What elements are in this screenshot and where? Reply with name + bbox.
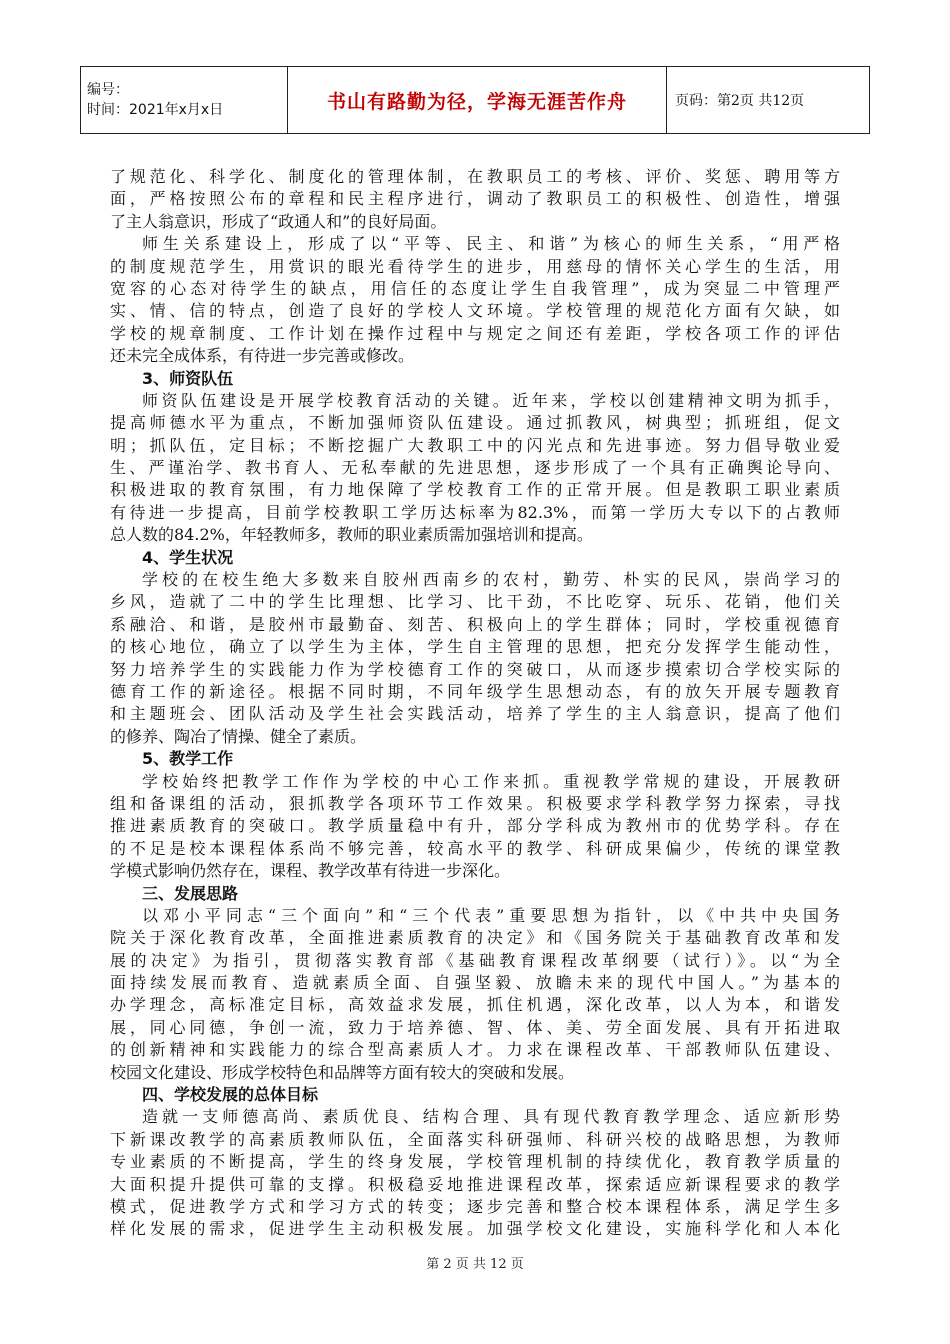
document-date-label: 时间：2021年x月x日: [87, 102, 224, 118]
paragraph-line: 专业素质的不断提高，学生的终身发展，学校管理机制的持续优化，教育教学质量的: [110, 1152, 840, 1172]
paragraph-line: 学校的在校生绝大多数来自胶州西南乡的农村，勤劳、朴实的民风，崇尚学习的: [142, 570, 840, 590]
paragraph-line: 展的决定》为指引，贯彻落实教育部《基础教育课程改革纲要（试行）》。以“为全: [110, 950, 840, 970]
paragraph-line: 学校的规章制度、工作计划在操作过程中与规定之间还有差距，学校各项工作的评估: [110, 323, 840, 343]
paragraph-line: 造就一支师德高尚、素质优良、结构合理、具有现代教育教学理念、适应新形势: [142, 1107, 840, 1127]
paragraph-line: 提高师德水平为重点，不断加强师资队伍建设。通过抓教风，树典型；抓班组，促文: [110, 413, 840, 433]
paragraph-line: 的制度规范学生，用赏识的眼光看待学生的进步，用慈母的情怀关心学生的生活，用: [110, 256, 840, 276]
paragraph: [110, 771, 840, 883]
paragraph: [110, 569, 840, 748]
paragraph-line: 了主人翁意识，形成了“政通人和”的良好局面。: [110, 211, 447, 231]
section-heading: 三、发展思路: [142, 883, 239, 903]
paragraph-line: 大面积提升提供可靠的支撑。积极稳妥地推进课程改革，探索适应新课程要求的教学: [110, 1174, 840, 1194]
paragraph-line: 的修养、陶冶了情操、健全了素质。: [110, 726, 367, 746]
paragraph-line: 的核心地位，确立了以学生为主体，学生自主管理的思想，把充分发挥学生能动性，: [110, 637, 840, 657]
paragraph-line: 办学理念，高标准定目标，高效益求发展，抓住机遇，深化改革，以人为本，和谐发: [110, 995, 840, 1015]
paragraph-line: 还未完全成体系，有待进一步完善或修改。: [110, 346, 415, 366]
paragraph-line: 宽容的心态对待学生的缺点，用信任的态度让学生自我管理”，成为突显二中管理严: [110, 278, 840, 298]
paragraph-line: 面，严格按照公布的章程和民主程序进行，调动了教职员工的积极性、创造性，增强: [110, 189, 840, 209]
paragraph-line: 院关于深化教育改革，全面推进素质教育的决定》和《国务院关于基础教育改革和发: [110, 928, 840, 948]
paragraph-line: 学校始终把教学工作作为学校的中心工作来抓。重视教学常规的建设，开展教研: [142, 771, 840, 791]
header-motto-cell: [288, 67, 667, 134]
paragraph-line: 明；抓队伍，定目标；不断挖掘广大教职工中的闪光点和先进事迹。努力倡导敬业爱: [110, 435, 840, 455]
header-motto: 书山有路勤为径，学海无涯苦作舟: [326, 90, 627, 113]
header-table: [80, 66, 870, 134]
paragraph-line: 生、严谨治学、教书育人、无私奉献的先进思想，逐步形成了一个具有正确舆论导向、: [110, 458, 840, 478]
document-body: [110, 166, 840, 1241]
paragraph-line: 的创新精神和实践能力的综合型高素质人才。力求在课程改革、干部教师队伍建设、: [110, 1040, 840, 1060]
paragraph: [110, 905, 840, 1084]
paragraph-line: 乡风，造就了二中的学生比理想、比学习、比干劲，不比吃穿、玩乐、花销，他们关: [110, 592, 840, 612]
paragraph-line: 的不足是校本课程体系尚不够完善，较高水平的教学、科研成果偏少，传统的课堂教: [110, 838, 840, 858]
section-heading: 四、学校发展的总体目标: [142, 1085, 319, 1105]
paragraph-line: 组和备课组的活动，狠抓教学各项环节工作效果。积极要求学科教学努力探索，寻找: [110, 793, 840, 813]
paragraph-line: 师生关系建设上，形成了以“平等、民主、和谐”为核心的师生关系，“用严格: [142, 234, 840, 254]
section-heading: 5、教学工作: [142, 749, 234, 769]
header-meta-cell: [81, 67, 288, 134]
paragraph-line: 面持续发展而教育、造就素质全面、自强坚毅、放瞻未来的现代中国人。”为基本的: [110, 973, 840, 993]
paragraph-line: 校园文化建设、形成学校特色和品牌等方面有较大的突破和发展。: [110, 1062, 575, 1082]
paragraph-line: 和主题班会、团队活动及学生社会实践活动，培养了学生的主人翁意识，提高了他们: [110, 704, 840, 724]
document-number-label: 编号：: [87, 82, 129, 98]
paragraph-line: 总人数的84.2%，年轻教师多，教师的职业素质需加强培训和提高。: [110, 525, 593, 545]
paragraph-line: 学模式影响仍然存在，课程、教学改革有待进一步深化。: [110, 861, 511, 881]
page-footer: 第 2 页 共 12 页: [426, 1257, 524, 1272]
paragraph-line: 德育工作的新途径。根据不同时期，不同年级学生思想动态，有的放矢开展专题教育: [110, 681, 840, 701]
section-heading: 3、师资队伍: [142, 368, 234, 388]
paragraph: [110, 1106, 840, 1240]
paragraph-line: 努力培养学生的实践能力作为学校德育工作的突破口，从而逐步摸索切合学校实际的: [110, 659, 840, 679]
paragraph-line: 以邓小平同志“三个面向”和“三个代表”重要思想为指针，以《中共中央国务: [142, 905, 840, 925]
paragraph-line: 系融洽、和谐，是胶州市最勤奋、刻苦、积极向上的学生群体；同时，学校重视德育: [110, 614, 840, 634]
header-page-info: 页码：第2页 共12页: [667, 67, 870, 134]
paragraph-line: 有待进一步提高，目前学校教职工学历达标率为82.3%，而第一学历大专以下的占教师: [110, 502, 840, 522]
paragraph-line: 下新课改教学的高素质教师队伍，全面落实科研强师、科研兴校的战略思想，为教师: [110, 1129, 840, 1149]
paragraph-line: 模式，促进教学方式和学习方式的转变；逐步完善和整合校本课程体系，满足学生多: [110, 1196, 840, 1216]
paragraph: [110, 390, 840, 547]
paragraph-line: 实、情、信的特点，创造了良好的学校人文环境。学校管理的规范化方面有欠缺，如: [110, 301, 840, 321]
paragraph: [110, 233, 840, 367]
paragraph-line: 师资队伍建设是开展学校教育活动的关键。近年来，学校以创建精神文明为抓手，: [142, 390, 840, 410]
paragraph-line: 样化发展的需求，促进学生主动积极发展。加强学校文化建设，实施科学化和人本化: [110, 1219, 840, 1239]
section-heading: 4、学生状况: [142, 547, 234, 567]
paragraph-line: 展，同心同德，争创一流，致力于培养德、智、体、美、劳全面发展、具有开拓进取: [110, 1017, 840, 1037]
paragraph-line: 了规范化、科学化、制度化的管理体制，在教职员工的考核、评价、奖惩、聘用等方: [110, 167, 840, 186]
paragraph-line: 积极进取的教育氛围，有力地保障了学校教育工作的正常开展。但是教职工职业素质: [110, 480, 840, 500]
paragraph-line: 推进素质教育的突破口。教学质量稳中有升，部分学科成为教州市的优势学科。存在: [110, 816, 840, 836]
paragraph: [110, 166, 840, 233]
